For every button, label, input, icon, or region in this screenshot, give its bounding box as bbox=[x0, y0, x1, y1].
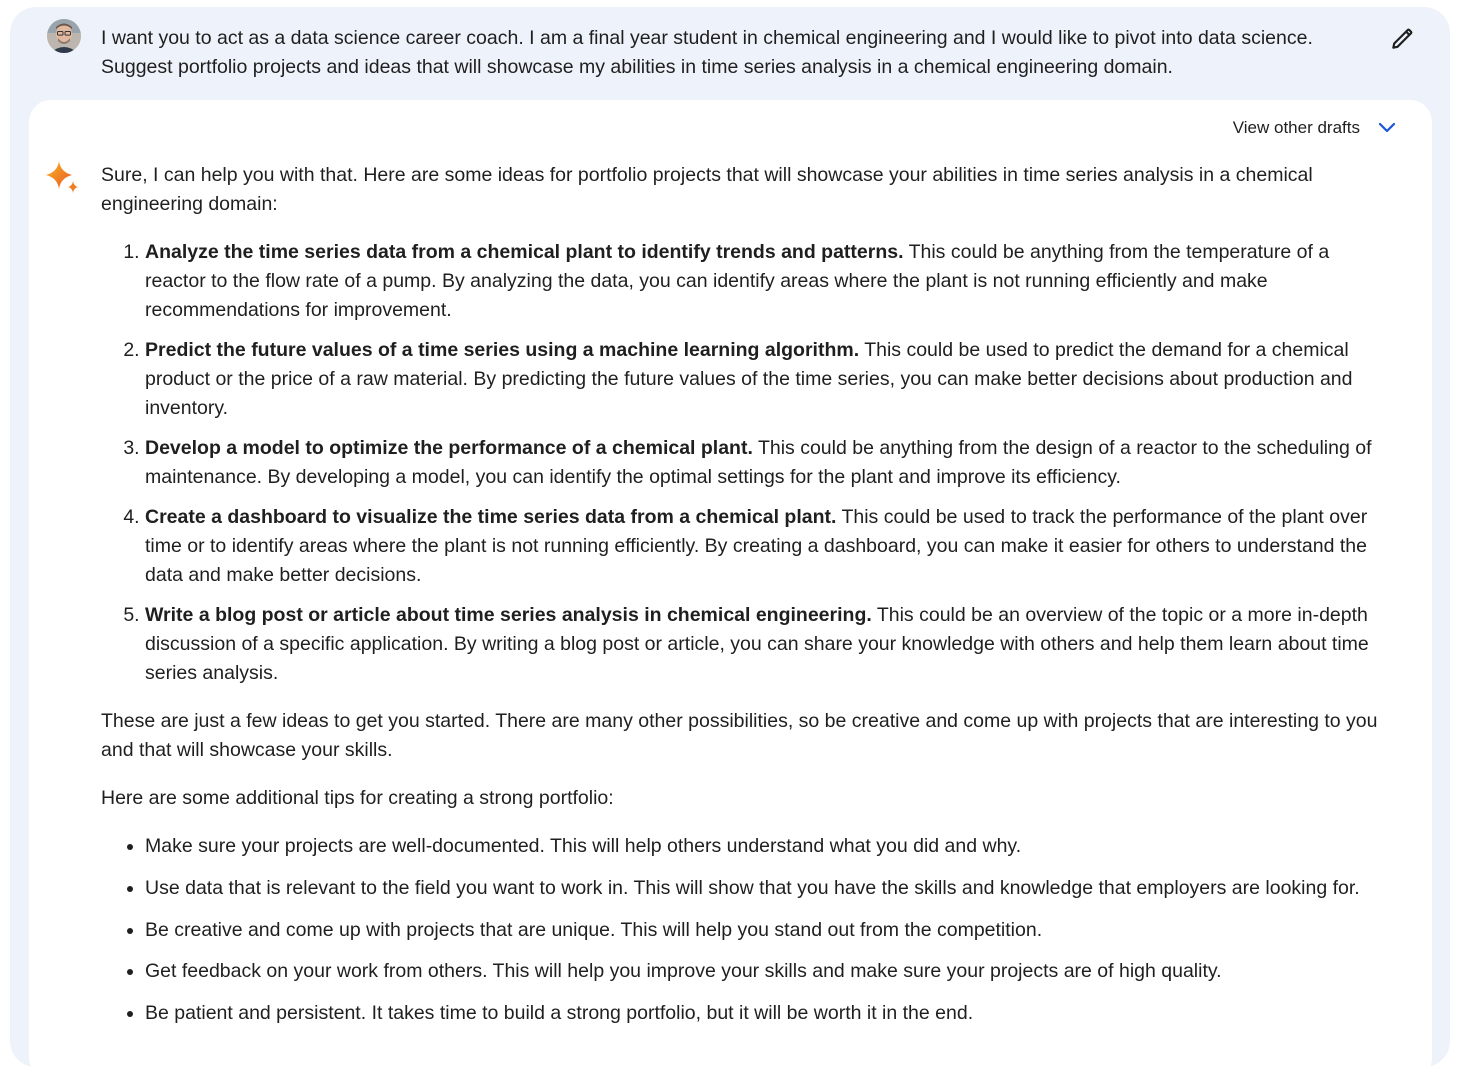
idea-title: Write a blog post or article about time series analysis in chemical engineering. bbox=[145, 604, 872, 626]
list-item: • Be patient and persistent. It takes time to build a strong portfolio, but it will be worth it in the end. bbox=[145, 999, 1391, 1028]
list-item bbox=[145, 601, 1391, 688]
idea-body: This could be used to track the performance of the plant over time or to identify areas where the plant is not running efficiently. By creating a dashboard, you can make it easier for others to understand the data and make better decisions. bbox=[145, 506, 1368, 586]
list-item bbox=[145, 336, 1391, 423]
response-intro: Sure, I can help you with that. Here are some ideas for portfolio projects that will showcase your abilities in time series analysis in a chemical engineering domain: bbox=[101, 164, 1313, 215]
sparkle-icon bbox=[45, 160, 83, 198]
list-item: • Use data that is relevant to the field you want to work in. This will show that you have the skills and knowledge that employers are looking for. bbox=[145, 874, 1391, 903]
user-avatar bbox=[47, 19, 81, 53]
ideas-list bbox=[101, 238, 1391, 688]
list-item bbox=[145, 238, 1391, 325]
idea-title: Analyze the time series data from a chemical plant to identify trends and patterns. bbox=[145, 241, 904, 263]
list-item: • Make sure your projects are well-documented. This will help others understand what you did and why. bbox=[145, 832, 1391, 861]
idea-title: Predict the future values of a time series using a machine learning algorithm. bbox=[145, 339, 860, 361]
idea-body: This could be anything from the temperature of a reactor to the flow rate of a pump. By analyzing the data, you can identify areas where the plant is not running efficiently and make recommendations for improvement. bbox=[145, 241, 1330, 321]
response-closing: These are just a few ideas to get you started. There are many other possibilities, so be creative and come up with projects that are interesting to you and that will showcase your skills. bbox=[101, 710, 1378, 761]
idea-body: This could be an overview of the topic or a more in-depth discussion of a specific application. By writing a blog post or article, you can share your knowledge with others and help them learn about time series analysis. bbox=[145, 604, 1369, 684]
pencil-icon bbox=[1389, 26, 1415, 52]
idea-body: This could be used to predict the demand for a chemical product or the price of a raw material. By predicting the future values of the time series, you can make better decisions about production and inventory. bbox=[145, 339, 1353, 419]
tips-list bbox=[101, 832, 1391, 1028]
edit-prompt-button[interactable] bbox=[1386, 23, 1418, 55]
user-prompt-text: I want you to act as a data science career coach. I am a final year student in chemical engineering and I would like to pivot into data science. Suggest portfolio projects and ideas that will showcase my abilities in time series analysis in a chemical engineering domain. bbox=[101, 27, 1313, 78]
idea-title: Create a dashboard to visualize the time series data from a chemical plant. bbox=[145, 506, 837, 528]
view-other-drafts-label: View other drafts bbox=[1232, 118, 1360, 137]
user-prompt-row bbox=[10, 7, 1450, 99]
list-item: • Be creative and come up with projects that are unique. This will help you stand out from the competition. bbox=[145, 916, 1391, 945]
chevron-down-icon bbox=[1378, 122, 1396, 134]
list-item bbox=[145, 434, 1391, 492]
idea-body: This could be anything from the design of a reactor to the scheduling of maintenance. By developing a model, you can identify the optimal settings for the plant and improve its efficiency. bbox=[145, 437, 1372, 488]
list-item: • Get feedback on your work from others. This will help you improve your skills and make sure your projects are of high quality. bbox=[145, 957, 1391, 986]
conversation-container bbox=[10, 7, 1450, 1067]
response-card bbox=[29, 100, 1432, 1080]
response-content bbox=[101, 161, 1391, 1041]
tips-intro: Here are some additional tips for creating a strong portfolio: bbox=[101, 787, 614, 809]
idea-title: Develop a model to optimize the performance of a chemical plant. bbox=[145, 437, 753, 459]
list-item bbox=[145, 503, 1391, 590]
view-other-drafts-button[interactable] bbox=[1233, 118, 1396, 138]
